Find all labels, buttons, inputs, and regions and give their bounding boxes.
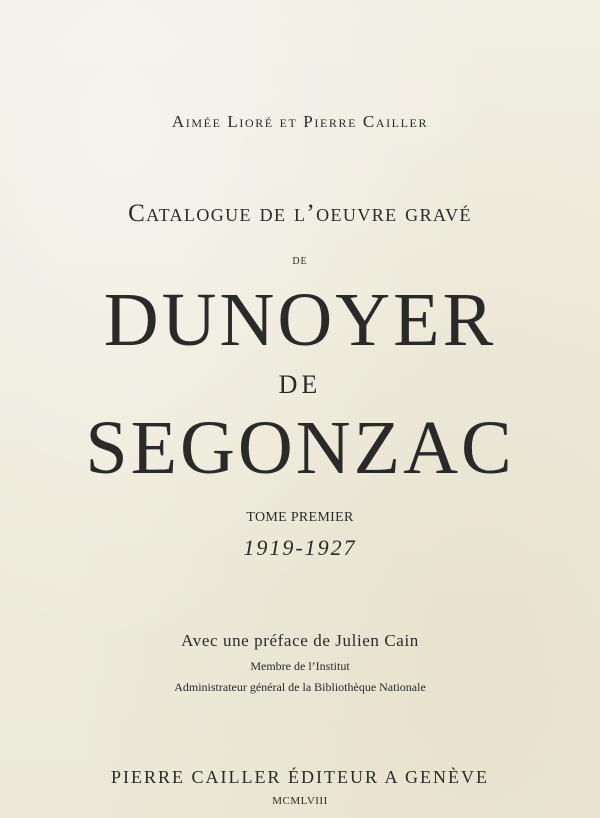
authors: Aimée Lioré et Pierre Cailler xyxy=(171,112,429,131)
artist-name-line2: SEGONZAC xyxy=(85,406,515,490)
publication-year: MCMLVIII xyxy=(272,795,328,807)
preface-role-institut: Membre de l’Institut xyxy=(250,659,350,673)
artist-name-de: DE xyxy=(278,370,322,399)
title-de: de xyxy=(292,253,308,268)
catalogue-title: Catalogue de l’oeuvre gravé xyxy=(128,200,472,227)
preface-line: Avec une préface de Julien Cain xyxy=(181,631,419,650)
publisher: PIERRE CAILLER ÉDITEUR A GENÈVE xyxy=(111,767,489,787)
volume-label: TOME PREMIER xyxy=(246,510,354,525)
preface-role-bibliotheque: Administrateur général de la Bibliothèque Nationale xyxy=(174,680,426,694)
artist-name-line1: DUNOYER xyxy=(103,278,497,362)
volume-years: 1919-1927 xyxy=(243,535,357,560)
